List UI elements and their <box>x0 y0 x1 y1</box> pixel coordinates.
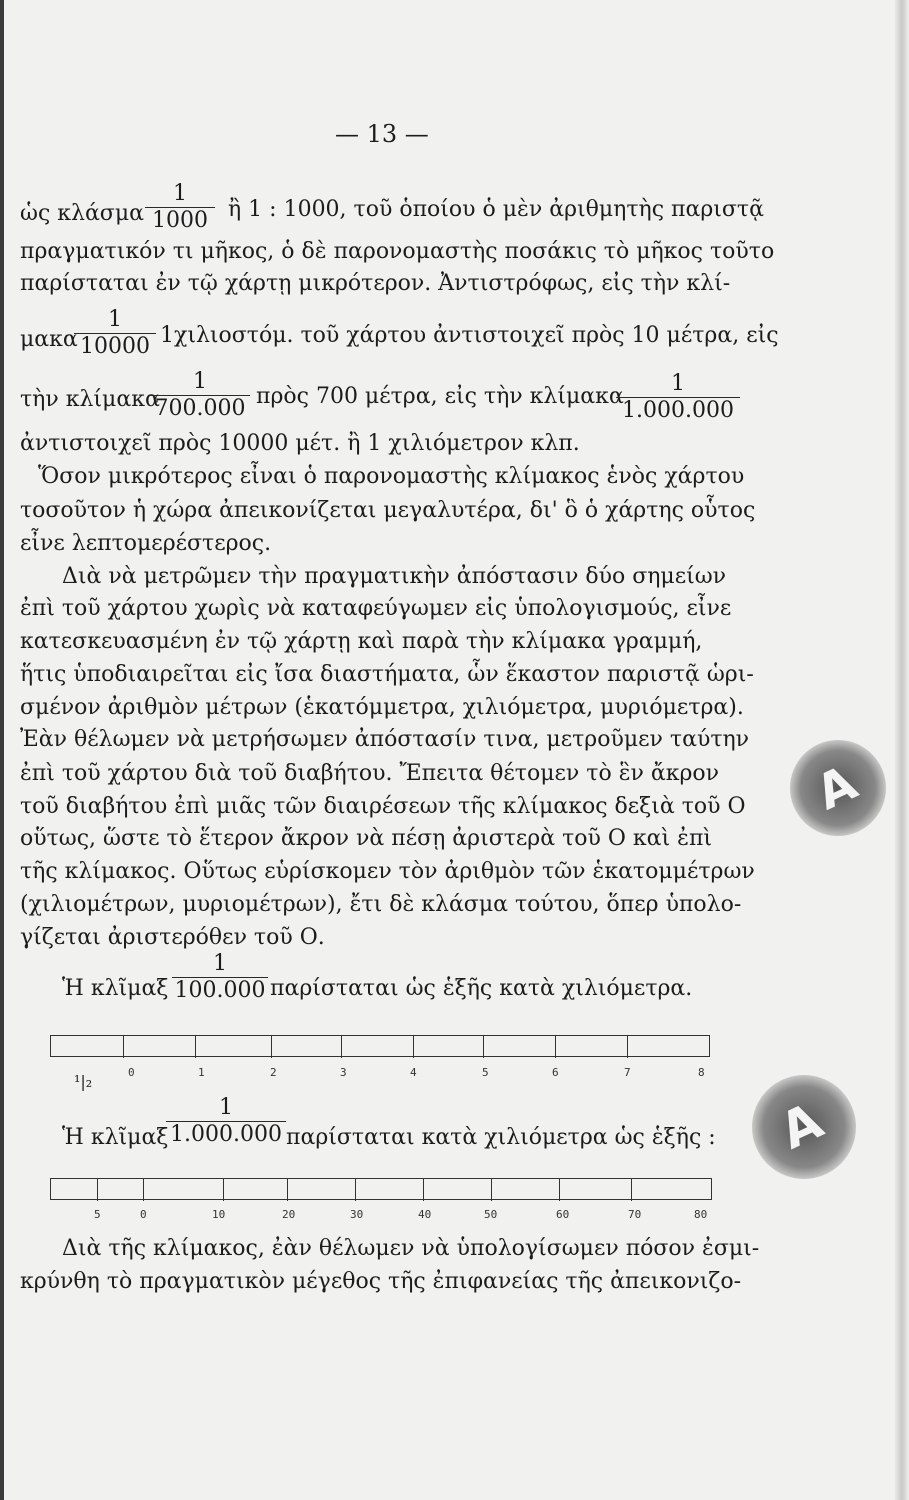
text-line-21: γίζεται ἀριστερόθεν τοῦ Ο. <box>20 925 325 950</box>
fraction-numerator: 1 <box>213 951 227 976</box>
fraction-denominator: 700.000 <box>154 396 246 421</box>
scale-bar-1 <box>50 1035 710 1057</box>
text-line-2: πραγματικόν τι μῆκος, ὁ δὲ παρονομαστὴς ποσάκις τὸ μῆκος τοῦτο <box>20 239 775 264</box>
text-line-4a: μακα <box>20 327 78 352</box>
scale-tick <box>559 1179 560 1201</box>
page-number: — 13 — <box>335 120 429 148</box>
scale-1-caption-a: Ἡ κλῖμαξ <box>62 976 169 1001</box>
scale-2-label: 60 <box>556 1208 570 1221</box>
scale-1-caption-b: παρίσταται ὡς ἑξῆς κατὰ χιλιόμετρα. <box>270 976 693 1001</box>
scale-tick <box>483 1036 484 1058</box>
text-line-11: ἐπὶ τοῦ χάρτου χωρὶς νὰ καταφεύγωμεν εἰς ὑπολογισμούς, εἶνε <box>20 596 732 621</box>
scale-tick <box>143 1179 144 1201</box>
fraction-denominator: 1.000.000 <box>622 398 734 423</box>
fraction-denominator: 100.000 <box>174 978 266 1003</box>
text-line-1a: ὡς κλάσμα <box>20 201 144 226</box>
scale-2-label: 5 <box>94 1208 101 1221</box>
fraction-numerator: 1 <box>193 369 207 394</box>
text-line-5a: τὴν κλίμακα <box>20 387 160 412</box>
library-stamp <box>790 740 886 836</box>
scale-tick <box>631 1179 632 1201</box>
library-stamp <box>752 1075 856 1179</box>
text-line-3: παρίσταται ἐν τῷ χάρτῃ μικρότερον. Ἀντιστρόφως, εἰς τὴν κλί- <box>20 271 731 296</box>
scale-2-caption-a: Ἡ κλῖμαξ <box>62 1125 169 1150</box>
scale-1-label: 1 <box>198 1066 205 1079</box>
scale-2-label: 80 <box>694 1208 708 1221</box>
scale-2-label: 20 <box>282 1208 296 1221</box>
scale-1-label: 3 <box>340 1066 347 1079</box>
text-line-13: ἥτις ὑποδιαιρεῖται εἰς ἴσα διαστήματα, ὧν ἕκαστον παριστᾷ ὡρι- <box>20 662 754 687</box>
scale-tick <box>413 1036 414 1058</box>
scale-1-label: 6 <box>552 1066 559 1079</box>
text-line-25: κρύνθη τὸ πραγματικὸν μέγεθος τῆς ἐπιφανείας τῆς ἀπεικονιζο- <box>20 1269 742 1294</box>
text-line-12: κατεσκευασμένη ἐν τῷ χάρτῃ καὶ παρὰ τὴν κλίμακα γραμμή, <box>20 629 703 654</box>
text-line-1b: ἢ 1 : 1000, τοῦ ὁποίου ὁ μὲν ἀριθμητὴς παριστᾷ <box>228 197 764 222</box>
scale-2-label: 50 <box>484 1208 498 1221</box>
scale-bar-2 <box>50 1178 712 1200</box>
text-line-9: εἶνε λεπτομερέστερος. <box>20 531 272 556</box>
scale-1-label: 2 <box>270 1066 277 1079</box>
scale-tick <box>341 1036 342 1058</box>
fraction-numerator: 1 <box>108 307 122 332</box>
fraction-1-10000 <box>74 308 156 359</box>
fraction-numerator: 1 <box>173 181 187 206</box>
fraction-1-1000 <box>145 182 215 233</box>
scale-tick <box>491 1179 492 1201</box>
scale-tick <box>423 1179 424 1201</box>
fraction-denominator: 1000 <box>152 208 208 233</box>
page-edge-right <box>895 0 909 1500</box>
stamp-letter: Α <box>771 1091 832 1161</box>
text-line-6: ἀντιστοιχεῖ πρὸς 10000 μέτ. ἢ 1 χιλιόμετρον κλπ. <box>20 431 580 456</box>
scale-tick <box>555 1036 556 1058</box>
scale-tick <box>195 1036 196 1058</box>
text-line-24: Διὰ τῆς κλίμακος, ἐὰν θέλωμεν νὰ ὑπολογίσωμεν πόσον ἐσμι- <box>62 1236 760 1261</box>
text-line-20: (χιλιομέτρων, μυριομέτρων), ἔτι δὲ κλάσμα τούτου, ὅπερ ὑπολο- <box>20 892 742 917</box>
page-edge-left <box>0 0 4 1500</box>
scale-2-label: 0 <box>140 1208 147 1221</box>
text-line-15: Ἐὰν θέλωμεν νὰ μετρήσωμεν ἀπόστασίν τινα, μετροῦμεν ταύτην <box>20 727 750 752</box>
fraction-denominator: 1.000.000 <box>170 1122 282 1147</box>
scale-tick <box>627 1036 628 1058</box>
text-line-19: τῆς κλίμακος. Οὕτως εὑρίσκομεν τὸν ἀριθμὸν τῶν ἑκατομμέτρων <box>20 859 755 884</box>
scale-tick <box>355 1179 356 1201</box>
text-line-4b: 1χιλιοστόμ. τοῦ χάρτου ἀντιστοιχεῖ πρὸς 10 μέτρα, εἰς <box>160 323 779 348</box>
scale-tick <box>223 1179 224 1201</box>
scale-1-label: 8 <box>698 1066 705 1079</box>
scale-1-label: 7 <box>624 1066 631 1079</box>
text-line-16: ἐπὶ τοῦ χάρτου διὰ τοῦ διαβήτου. Ἔπειτα θέτομεν τὸ ἓν ἄκρον <box>20 761 720 786</box>
fraction-denominator: 10000 <box>80 334 150 359</box>
scale-1-label: 0 <box>128 1066 135 1079</box>
scale-2-label: 70 <box>628 1208 642 1221</box>
scale-2-caption-b: παρίσταται κατὰ χιλιόμετρα ὡς ἑξῆς : <box>286 1125 716 1150</box>
text-line-5b: πρὸς 700 μέτρα, εἰς τὴν κλίμακα <box>256 384 624 409</box>
scale-tick <box>123 1036 124 1058</box>
text-line-10: Διὰ νὰ μετρῶμεν τὴν πραγματικὴν ἀπόστασιν δύο σημείων <box>62 564 727 589</box>
text-line-17: τοῦ διαβήτου ἐπὶ μιᾶς τῶν διαιρέσεων τῆς κλίμακος δεξιὰ τοῦ Ο <box>20 794 746 819</box>
fraction-numerator: 1 <box>219 1095 233 1120</box>
text-line-8: τοσοῦτον ἡ χώρα ἀπεικονίζεται μεγαλυτέρα, δι' ὃ ὁ χάρτης οὗτος <box>20 498 756 523</box>
fraction-numerator: 1 <box>671 371 685 396</box>
scale-tick <box>287 1179 288 1201</box>
fraction-1-100000 <box>172 952 268 1003</box>
stamp-letter: Α <box>807 754 866 822</box>
scale-tick <box>97 1179 98 1201</box>
fraction-1-1000000 <box>616 372 740 423</box>
scale-tick <box>271 1036 272 1058</box>
text-line-7: Ὅσον μικρότερος εἶναι ὁ παρονομαστὴς κλίμακος ἑνὸς χάρτου <box>38 464 745 489</box>
scale-1-label: 4 <box>410 1066 417 1079</box>
text-line-18: οὕτως, ὥστε τὸ ἕτερον ἄκρον νὰ πέσῃ ἀριστερὰ τοῦ Ο καὶ ἐπὶ <box>20 826 713 851</box>
scale-1-label: 5 <box>482 1066 489 1079</box>
text-line-14: σμένον ἀριθμὸν μέτρων (ἑκατόμμετρα, χιλιόμετρα, μυριόμετρα). <box>20 695 744 720</box>
fraction-1-700000 <box>150 370 250 421</box>
scale-2-label: 10 <box>212 1208 226 1221</box>
scale-2-label: 40 <box>418 1208 432 1221</box>
fraction-1-1000000-b <box>166 1096 286 1147</box>
scale-1-left-label: ¹|₂ <box>74 1072 93 1091</box>
scale-2-label: 30 <box>350 1208 364 1221</box>
